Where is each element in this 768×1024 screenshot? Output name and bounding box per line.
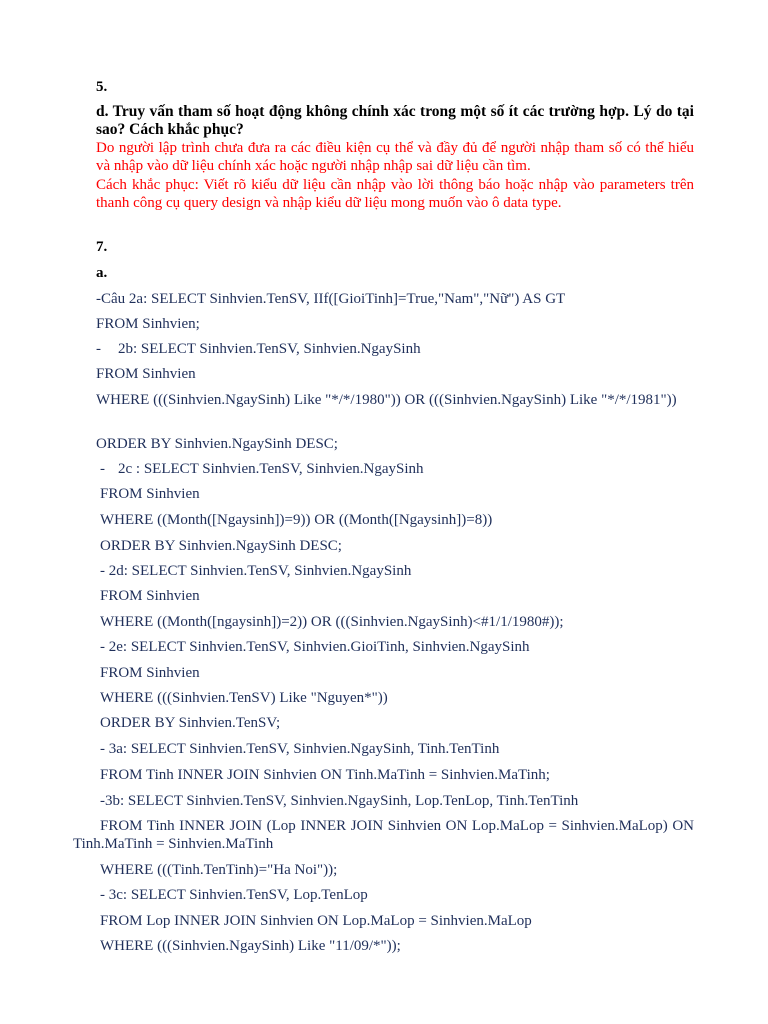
sql-2b-from: FROM Sinhvien — [96, 366, 196, 382]
sql-2b-dash: - — [96, 341, 101, 357]
sql-3b-select: -3b: SELECT Sinhvien.TenSV, Sinhvien.NgaySinh, Lop.TenLop, Tinh.TenTinh — [100, 793, 579, 809]
sql-3a-select: - 3a: SELECT Sinhvien.TenSV, Sinhvien.NgaySinh, Tinh.TenTinh — [100, 741, 500, 757]
sql-2b-where: WHERE (((Sinhvien.NgaySinh) Like "*/*/1980")) OR (((Sinhvien.NgaySinh) Like "*/*/1981")) — [96, 392, 677, 408]
sql-2e-orderby: ORDER BY Sinhvien.TenSV; — [100, 715, 281, 731]
sql-2d-where: WHERE ((Month([ngaysinh])=2)) OR (((Sinhvien.NgaySinh)<#1/1/1980#)); — [100, 614, 564, 630]
subsection-heading-a: a. — [96, 265, 108, 281]
sql-2d-from: FROM Sinhvien — [100, 588, 200, 604]
sql-2b-orderby: ORDER BY Sinhvien.NgaySinh DESC; — [96, 436, 338, 452]
sql-2a-select: -Câu 2a: SELECT Sinhvien.TenSV, IIf([GioiTinh]=True,"Nam","Nữ") AS GT — [96, 291, 566, 307]
sql-2e-from: FROM Sinhvien — [100, 665, 200, 681]
question-d-fix: Cách khắc phục: Viết rõ kiểu dữ liệu cần nhập vào lời thông báo hoặc nhập vào parameters trên thanh công cụ query design và nhập kiểu dữ liệu mong muốn vào ô data type. — [96, 177, 694, 211]
sql-2d-select: - 2d: SELECT Sinhvien.TenSV, Sinhvien.NgaySinh — [100, 563, 412, 579]
sql-3b-from: FROM Tinh INNER JOIN (Lop INNER JOIN Sinhvien ON Lop.MaLop = Sinhvien.MaLop) ON Tinh.MaTinh = Sinhvien.MaTinh — [73, 818, 694, 852]
sql-2c-dash: - — [100, 461, 105, 477]
sql-2e-where: WHERE (((Sinhvien.TenSV) Like "Nguyen*")) — [100, 690, 388, 706]
question-d-reason: Do người lập trình chưa đưa ra các điều kiện cụ thể và đầy đủ để người nhập tham số có thể hiểu và nhập vào dữ liệu chính xác hoặc người nhập nhập sai dữ liệu cần tìm. — [96, 140, 694, 174]
sql-2c-from: FROM Sinhvien — [100, 486, 200, 502]
sql-3b-where: WHERE (((Tinh.TenTinh)="Ha Noi")); — [100, 862, 338, 878]
section-heading-5: 5. — [96, 79, 108, 95]
sql-3c-from: FROM Lop INNER JOIN Sinhvien ON Lop.MaLop = Sinhvien.MaLop — [100, 913, 532, 929]
sql-2c-select: 2c : SELECT Sinhvien.TenSV, Sinhvien.NgaySinh — [118, 461, 424, 477]
section-heading-7: 7. — [96, 239, 108, 255]
question-d-title: d. Truy vấn tham số hoạt động không chính xác trong một số ít các trường hợp. Lý do tại sao? Cách khắc phục? — [96, 103, 694, 138]
sql-2c-orderby: ORDER BY Sinhvien.NgaySinh DESC; — [100, 538, 342, 554]
sql-2b-select: 2b: SELECT Sinhvien.TenSV, Sinhvien.NgaySinh — [118, 341, 421, 357]
sql-2e-select: - 2e: SELECT Sinhvien.TenSV, Sinhvien.GioiTinh, Sinhvien.NgaySinh — [100, 639, 530, 655]
sql-3c-where: WHERE (((Sinhvien.NgaySinh) Like "11/09/*")); — [100, 938, 401, 954]
sql-3a-from: FROM Tinh INNER JOIN Sinhvien ON Tinh.MaTinh = Sinhvien.MaTinh; — [100, 767, 550, 783]
sql-2a-from: FROM Sinhvien; — [96, 316, 200, 332]
sql-3c-select: - 3c: SELECT Sinhvien.TenSV, Lop.TenLop — [100, 887, 368, 903]
sql-2c-where: WHERE ((Month([Ngaysinh])=9)) OR ((Month([Ngaysinh])=8)) — [100, 512, 493, 528]
